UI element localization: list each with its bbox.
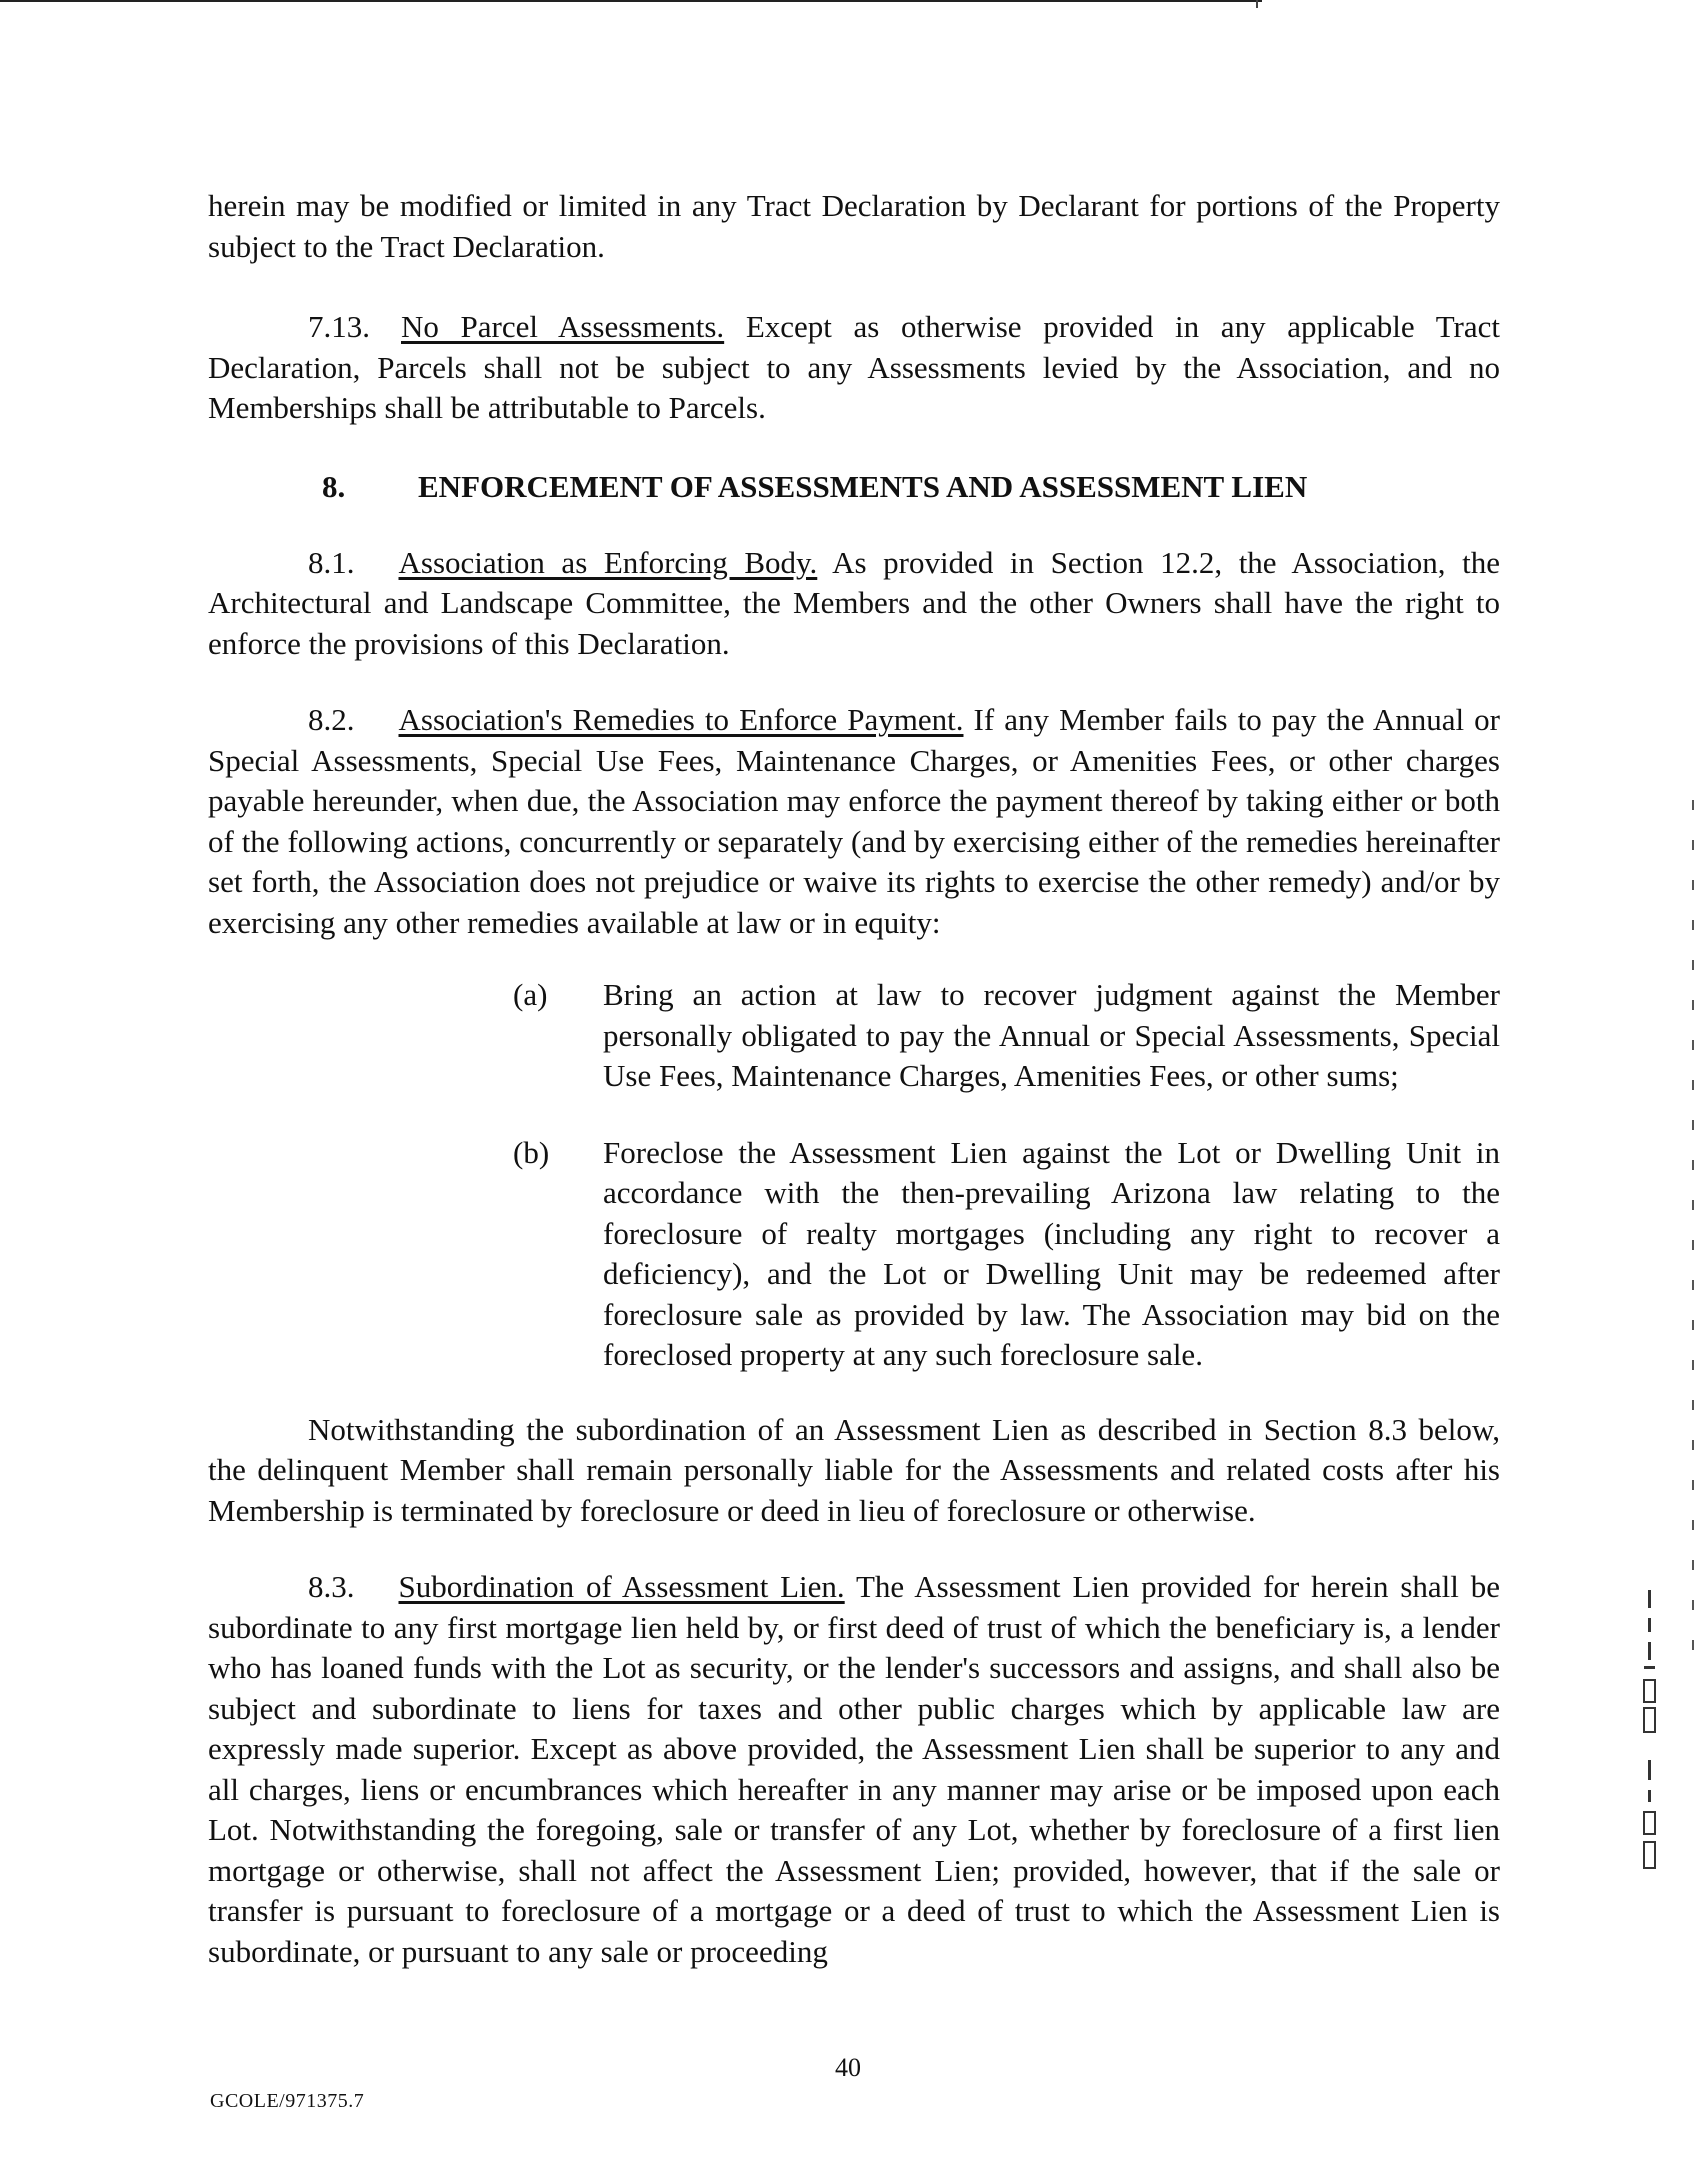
- section-8-2-body: If any Member fails to pay the Annual or Special Assessments, Special Use Fees, Maintenance Charges, or Amenities Fees, or other charges payable hereunder, when due, the Association may enforce the payment thereof by taking either or both of the following actions, concurrently or separately (and by exercising either of the remedies hereinafter set forth, the Association does not prejudice or waive its rights to exercise the other remedy) and/or by exercising any other remedies available at law or in equity:: [208, 702, 1500, 940]
- section-8-2: [208, 700, 1500, 943]
- section-7-13-body: Except as otherwise provided in any applicable Tract Declaration, Parcels shall not be subject to any Assessments levied by the Association, and no Memberships shall be attributable to Parcels.: [208, 309, 1500, 425]
- section-7-13-number: 7.13.: [308, 309, 370, 344]
- clause-b-text: Foreclose the Assessment Lien against the Lot or Dwelling Unit in accordance with the then-prevailing Arizona law relating to the foreclosure of realty mortgages (including any right to recover a deficiency), and the Lot or Dwelling Unit may be redeemed after foreclosure sale as provided by law. The Association may bid on the foreclosed property at any such foreclosure sale.: [603, 1134, 1500, 1372]
- section-8-3-number: 8.3.: [308, 1569, 355, 1604]
- scan-edge-marks: [1692, 800, 1694, 1650]
- section-7-13-title: No Parcel Assessments.: [401, 309, 725, 344]
- scan-barcode-mark: [1636, 1590, 1664, 1910]
- continuation-paragraph: herein may be modified or limited in any Tract Declaration by Declarant for portions of the Property subject to the Tract Declaration.: [208, 188, 1500, 264]
- section-8-number: 8.: [322, 468, 346, 504]
- section-8-1-title: Association as Enforcing Body.: [398, 544, 818, 580]
- section-8-3-title: Subordination of Assessment Lien.: [398, 1569, 845, 1604]
- clause-a-label: (a): [513, 977, 548, 1012]
- section-7-13: [208, 307, 1500, 429]
- document-id: GCOLE/971375.7: [210, 2090, 365, 2112]
- clause-b: [513, 1133, 1500, 1376]
- section-8-2-number: 8.2.: [308, 702, 355, 737]
- top-border-line: [0, 0, 1262, 2]
- top-border-tick: [1256, 0, 1258, 8]
- section-8-3-body: The Assessment Lien provided for herein shall be subordinate to any first mortgage lien held by, or first deed of trust of which the beneficiary is, a lender who has loaned funds with the Lot as security, or the lender's successors and assigns, and shall also be subject and subordinate to liens for taxes and other public charges which by applicable law are expressly made superior. Except as above provided, the Assessment Lien shall be superior to any and all charges, liens or encumbrances which hereafter in any manner may arise or be imposed upon each Lot. Notwithstanding the foregoing, sale or transfer of any Lot, whether by foreclosure of a first lien mortgage or otherwise, shall not affect the Assessment Lien; provided, however, that if the sale or transfer is pursuant to foreclosure of a mortgage or a deed of trust to which the Assessment Lien is subordinate, or pursuant to any sale or proceeding: [208, 1569, 1500, 1969]
- notwithstanding-paragraph: Notwithstanding the subordination of an Assessment Lien as described in Section 8.3 below, the delinquent Member shall remain personally liable for the Assessments and related costs after his Membership is terminated by foreclosure or deed in lieu of foreclosure or otherwise.: [208, 1411, 1500, 1528]
- section-8-1-number: 8.1.: [308, 544, 355, 580]
- section-8-1: [208, 543, 1500, 665]
- section-8-3: [208, 1567, 1500, 1972]
- clause-a-text: Bring an action at law to recover judgment against the Member personally obligated to pay the Annual or Special Assessments, Special Use Fees, Maintenance Charges, Amenities Fees, or other sums;: [603, 977, 1500, 1093]
- clause-b-label: (b): [513, 1134, 550, 1170]
- clause-a: [513, 975, 1500, 1097]
- page-number: 40: [835, 2053, 861, 2082]
- document-body: [208, 186, 1500, 1972]
- section-8-title: ENFORCEMENT OF ASSESSMENTS AND ASSESSMENT LIEN: [418, 468, 1308, 504]
- section-8-2-title: Association's Remedies to Enforce Payment.: [398, 702, 964, 737]
- section-8-heading: [322, 467, 1500, 507]
- section-8-1-body: As provided in Section 12.2, the Association, the Architectural and Landscape Committee, the Members and the other Owners shall have the right to enforce the provisions of this Declaration.: [208, 544, 1500, 661]
